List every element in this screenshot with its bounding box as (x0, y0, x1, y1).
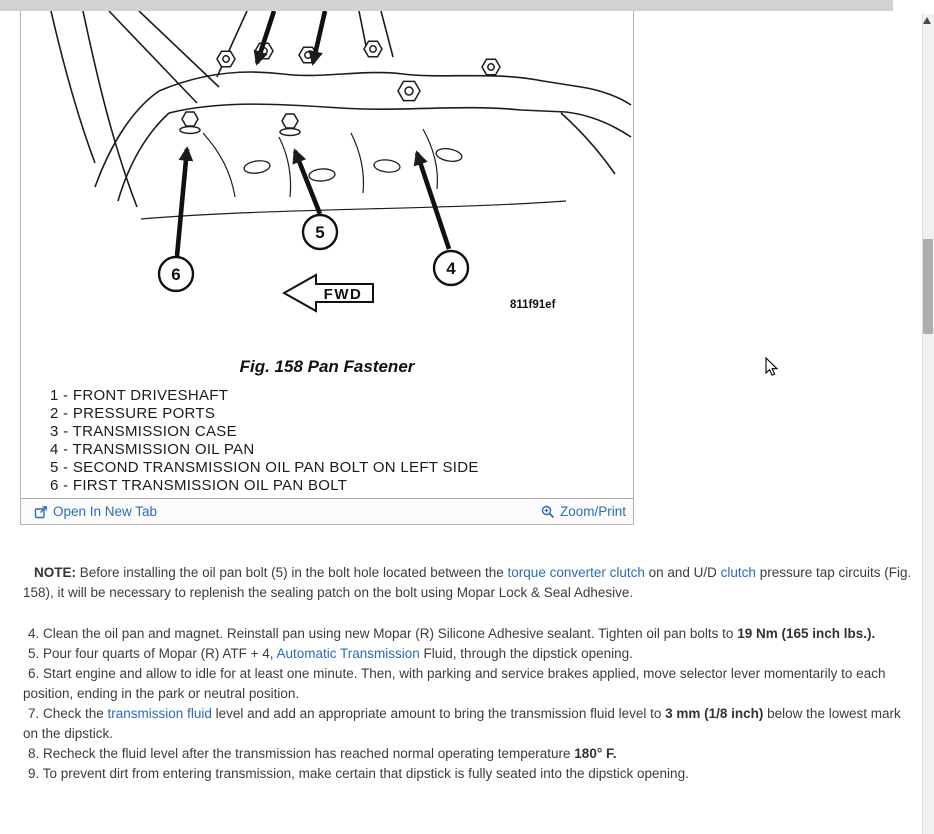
text-segment: 4. Clean the oil pan and magnet. Reinstall pan using new Mopar (R) Silicone Adhesive sealant. Tighten oil pan bolts to (28, 626, 738, 641)
callout-number-4: 4 (446, 259, 456, 278)
text-segment: 9. To prevent dirt from entering transmission, make certain that dipstick is fully seated into the dipstick opening. (28, 766, 689, 781)
step-6 (23, 664, 915, 704)
text-segment: below the lowest mark on the dipstick. (23, 706, 901, 741)
article-body (23, 563, 915, 784)
open-in-new-tab-label: Open In New Tab (53, 504, 158, 519)
inline-link[interactable]: torque converter clutch (507, 565, 645, 580)
legend-item: 2 - PRESSURE PORTS (50, 405, 216, 422)
inline-link[interactable]: Automatic Transmission (276, 646, 420, 661)
text-segment: level and add an appropriate amount to bring the transmission fluid level to (211, 706, 666, 721)
figure-toolbar (21, 498, 633, 524)
legend-item: 6 - FIRST TRANSMISSION OIL PAN BOLT (50, 477, 348, 494)
text-segment: 3 mm (1/8 inch) (665, 706, 764, 721)
pan-fastener-diagram (21, 11, 633, 355)
scrollbar-up-icon[interactable] (923, 17, 931, 24)
text-segment: NOTE: (34, 565, 76, 580)
fwd-label: FWD (323, 286, 363, 303)
scrollbar-track[interactable] (922, 14, 934, 834)
figure-panel (20, 11, 634, 525)
figure-ref-code: 811f91ef (510, 299, 556, 311)
callout-number-5: 5 (315, 223, 325, 242)
inline-link[interactable]: transmission fluid (107, 706, 212, 721)
zoom-icon (541, 505, 555, 519)
text-segment: Before installing the oil pan bolt (5) in the bolt hole located between the (76, 565, 508, 580)
inline-link[interactable]: clutch (720, 565, 756, 580)
diagram-linework (51, 11, 631, 219)
open-in-new-tab-link[interactable] (34, 504, 157, 519)
step-4 (23, 624, 915, 644)
legend-item: 3 - TRANSMISSION CASE (50, 423, 237, 440)
flange-bolt-icons (180, 112, 300, 136)
figure-caption: Fig. 158 Pan Fastener (239, 357, 415, 376)
figure-legend (21, 387, 633, 495)
text-segment: 8. Recheck the fluid level after the transmission has reached normal operating temperature (28, 746, 575, 761)
legend-item: 1 - FRONT DRIVESHAFT (50, 387, 229, 404)
open-in-new-tab-icon (34, 505, 48, 519)
step-9 (23, 764, 915, 784)
text-segment: 6. Start engine and allow to idle for at least one minute. Then, with parking and service brakes applied, move selector lever momentarily to each position, ending in the park or neutral position. (23, 666, 886, 701)
legend-item: 5 - SECOND TRANSMISSION OIL PAN BOLT ON LEFT SIDE (50, 459, 479, 476)
step-5 (23, 644, 915, 664)
top-chrome-bar (0, 0, 893, 11)
zoom-print-link[interactable] (541, 504, 626, 519)
mouse-cursor-icon (765, 357, 779, 377)
scrollbar-thumb[interactable] (923, 239, 933, 334)
text-segment: 5. Pour four quarts of Mopar (R) ATF + 4, (28, 646, 277, 661)
step-8 (23, 744, 915, 764)
callout-number-6: 6 (171, 265, 181, 284)
text-segment: 7. Check the (28, 706, 108, 721)
note-paragraph (23, 563, 915, 603)
text-segment: 180° F. (574, 746, 617, 761)
step-7 (23, 704, 915, 744)
text-segment: 19 Nm (165 inch lbs.). (737, 626, 876, 641)
legend-item: 4 - TRANSMISSION OIL PAN (50, 441, 255, 458)
zoom-print-label: Zoom/Print (559, 504, 626, 519)
text-segment: on and U/D (644, 565, 721, 580)
text-segment: pressure tap circuits (Fig. 158), it will be necessary to replenish the sealing patch on the bolt using Mopar Lock & Seal Adhesive. (23, 565, 912, 600)
text-segment: Fluid, through the dipstick opening. (419, 646, 633, 661)
